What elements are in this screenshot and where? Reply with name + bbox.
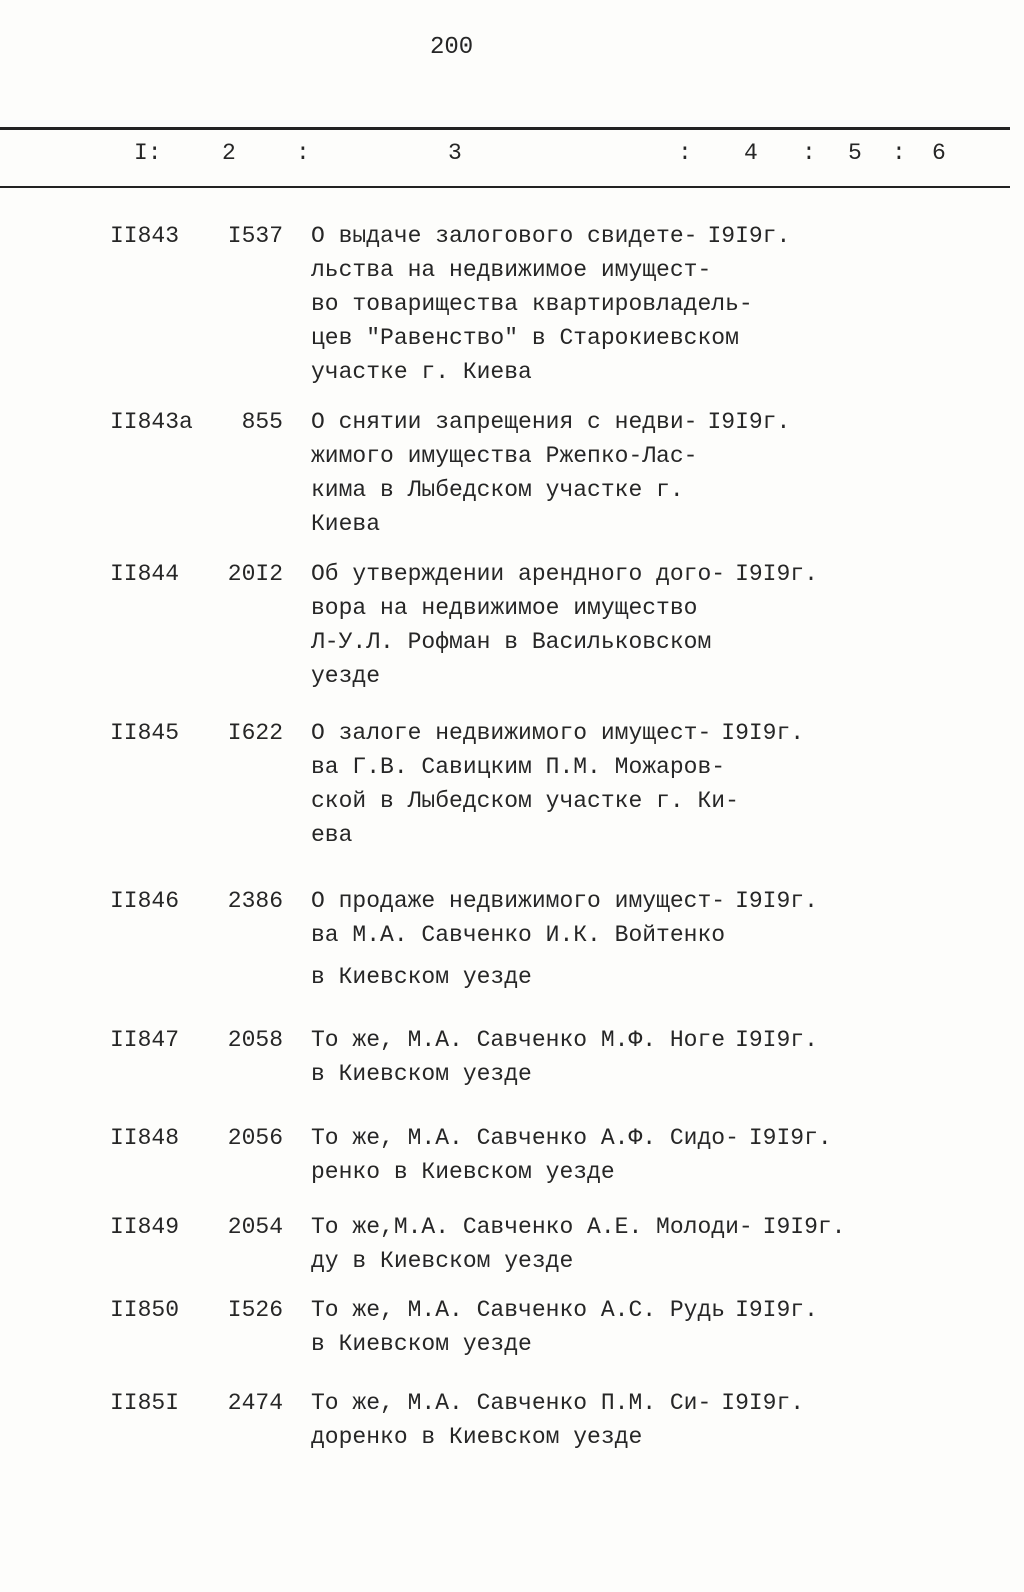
item-year: I9I9г. <box>707 409 791 435</box>
title-line <box>311 625 818 659</box>
title-line <box>311 591 818 625</box>
title-line <box>311 1210 846 1244</box>
title-text: О выдаче залогового свидете- <box>311 223 698 249</box>
column-header-6: 6 <box>932 140 946 166</box>
title-text: жимого имущества Ржепко-Лас- <box>311 443 698 469</box>
title-text: Киева <box>311 511 381 537</box>
title-line <box>311 219 790 253</box>
column-header-1: I: <box>134 140 162 166</box>
item-number: II843а <box>110 409 193 435</box>
title-text: То же, М.А. Савченко А.Ф. Сидо- <box>311 1125 739 1151</box>
title-text: доренко в Киевском уезде <box>311 1424 643 1450</box>
title-text: Л-У.Л. Рофман в Васильковском <box>311 629 712 655</box>
item-number: II844 <box>110 561 180 587</box>
title-text: ва М.А. Савченко И.К. Войтенко <box>311 922 726 948</box>
title-line <box>311 884 818 918</box>
title-line <box>311 818 804 852</box>
title-text: Об утверждении арендного дого- <box>311 561 726 587</box>
column-separator: : <box>892 140 906 166</box>
item-year: I9I9г. <box>721 1390 805 1416</box>
item-number: II848 <box>110 1125 180 1151</box>
item-number: II843 <box>110 223 180 249</box>
old-number: 855 <box>241 409 283 435</box>
title-text: кима в Лыбедском участке г. <box>311 477 684 503</box>
item-year: I9I9г. <box>735 888 818 914</box>
item-title <box>311 557 818 693</box>
title-text: То же, М.А. Савченко М.Ф. Ноге <box>311 1027 726 1053</box>
title-text: ренко в Киевском уезде <box>311 1159 615 1185</box>
page-number: 200 <box>430 34 474 61</box>
item-year: I9I9г. <box>707 223 791 249</box>
item-title <box>311 1386 804 1454</box>
old-number: I526 <box>227 1297 283 1323</box>
title-text: То же,М.А. Савченко А.Е. Молоди- <box>311 1214 753 1240</box>
old-number: 2386 <box>227 888 283 914</box>
column-separator: : <box>802 140 816 166</box>
title-text: О продаже недвижимого имущест- <box>311 888 726 914</box>
title-text: цев "Равенство" в Старокиевском <box>311 325 739 351</box>
title-text: ва Г.В. Савицким П.М. Можаров- <box>311 754 726 780</box>
old-number: 20I2 <box>227 561 283 587</box>
column-separator: : <box>296 140 310 166</box>
title-text: ду в Киевском уезде <box>311 1248 574 1274</box>
item-number: II850 <box>110 1297 180 1323</box>
title-line <box>311 1293 818 1327</box>
title-line <box>311 355 790 389</box>
item-year: I9I9г. <box>762 1214 846 1240</box>
item-number: II85I <box>110 1390 180 1416</box>
item-number: II845 <box>110 720 180 746</box>
title-line <box>311 321 790 355</box>
title-line <box>311 507 790 541</box>
old-number: 2056 <box>227 1125 283 1151</box>
title-text: ской в Лыбедском участке г. Ки- <box>311 788 739 814</box>
item-year: I9I9г. <box>735 561 818 587</box>
item-title <box>311 1293 818 1361</box>
item-title <box>311 1210 846 1278</box>
title-line <box>311 1386 804 1420</box>
title-text: в Киевском уезде <box>311 964 532 990</box>
column-header-4: 4 <box>744 140 758 166</box>
old-number: 2054 <box>227 1214 283 1240</box>
item-title <box>311 884 818 994</box>
title-text: в Киевском уезде <box>311 1331 532 1357</box>
title-line <box>311 784 804 818</box>
title-text: в Киевском уезде <box>311 1061 532 1087</box>
old-number: 2474 <box>227 1390 283 1416</box>
header-bottom-rule <box>0 186 1010 188</box>
title-text: вора на недвижимое имущество <box>311 595 698 621</box>
title-text: участке г. Киева <box>311 359 532 385</box>
title-text: льства на недвижимое имущест- <box>311 257 712 283</box>
title-text: ева <box>311 822 353 848</box>
item-title <box>311 405 790 541</box>
title-line <box>311 287 790 321</box>
title-line <box>311 1155 832 1189</box>
column-separator: : <box>678 140 692 166</box>
title-line <box>311 473 790 507</box>
item-year: I9I9г. <box>721 720 805 746</box>
header-top-rule <box>0 127 1010 130</box>
title-line <box>311 750 804 784</box>
title-text: О залоге недвижимого имущест- <box>311 720 712 746</box>
title-text: То же, М.А. Савченко П.М. Си- <box>311 1390 712 1416</box>
item-number: II846 <box>110 888 180 914</box>
item-title <box>311 219 790 389</box>
title-line <box>311 1023 818 1057</box>
title-line <box>311 439 790 473</box>
item-year: I9I9г. <box>735 1027 818 1053</box>
title-line <box>311 253 790 287</box>
column-header-3: 3 <box>448 140 462 166</box>
item-title <box>311 1121 832 1189</box>
old-number: I622 <box>227 720 283 746</box>
title-line <box>311 1327 818 1361</box>
title-line <box>311 659 818 693</box>
item-number: II849 <box>110 1214 180 1240</box>
item-number: II847 <box>110 1027 180 1053</box>
title-line <box>311 405 790 439</box>
title-text: во товарищества квартировладель- <box>311 291 753 317</box>
title-line <box>311 960 818 994</box>
title-line <box>311 1121 832 1155</box>
title-line <box>311 918 818 952</box>
title-text: уезде <box>311 663 381 689</box>
title-line <box>311 557 818 591</box>
item-title <box>311 716 804 852</box>
column-header-5: 5 <box>848 140 862 166</box>
item-title <box>311 1023 818 1091</box>
title-line <box>311 716 804 750</box>
title-text: То же, М.А. Савченко А.С. Рудь <box>311 1297 726 1323</box>
item-year: I9I9г. <box>748 1125 832 1151</box>
column-header-2: 2 <box>222 140 236 166</box>
old-number: 2058 <box>227 1027 283 1053</box>
title-line <box>311 1420 804 1454</box>
old-number: I537 <box>227 223 283 249</box>
title-text: О снятии запрещения с недви- <box>311 409 698 435</box>
item-year: I9I9г. <box>735 1297 818 1323</box>
title-line <box>311 1057 818 1091</box>
title-line <box>311 1244 846 1278</box>
